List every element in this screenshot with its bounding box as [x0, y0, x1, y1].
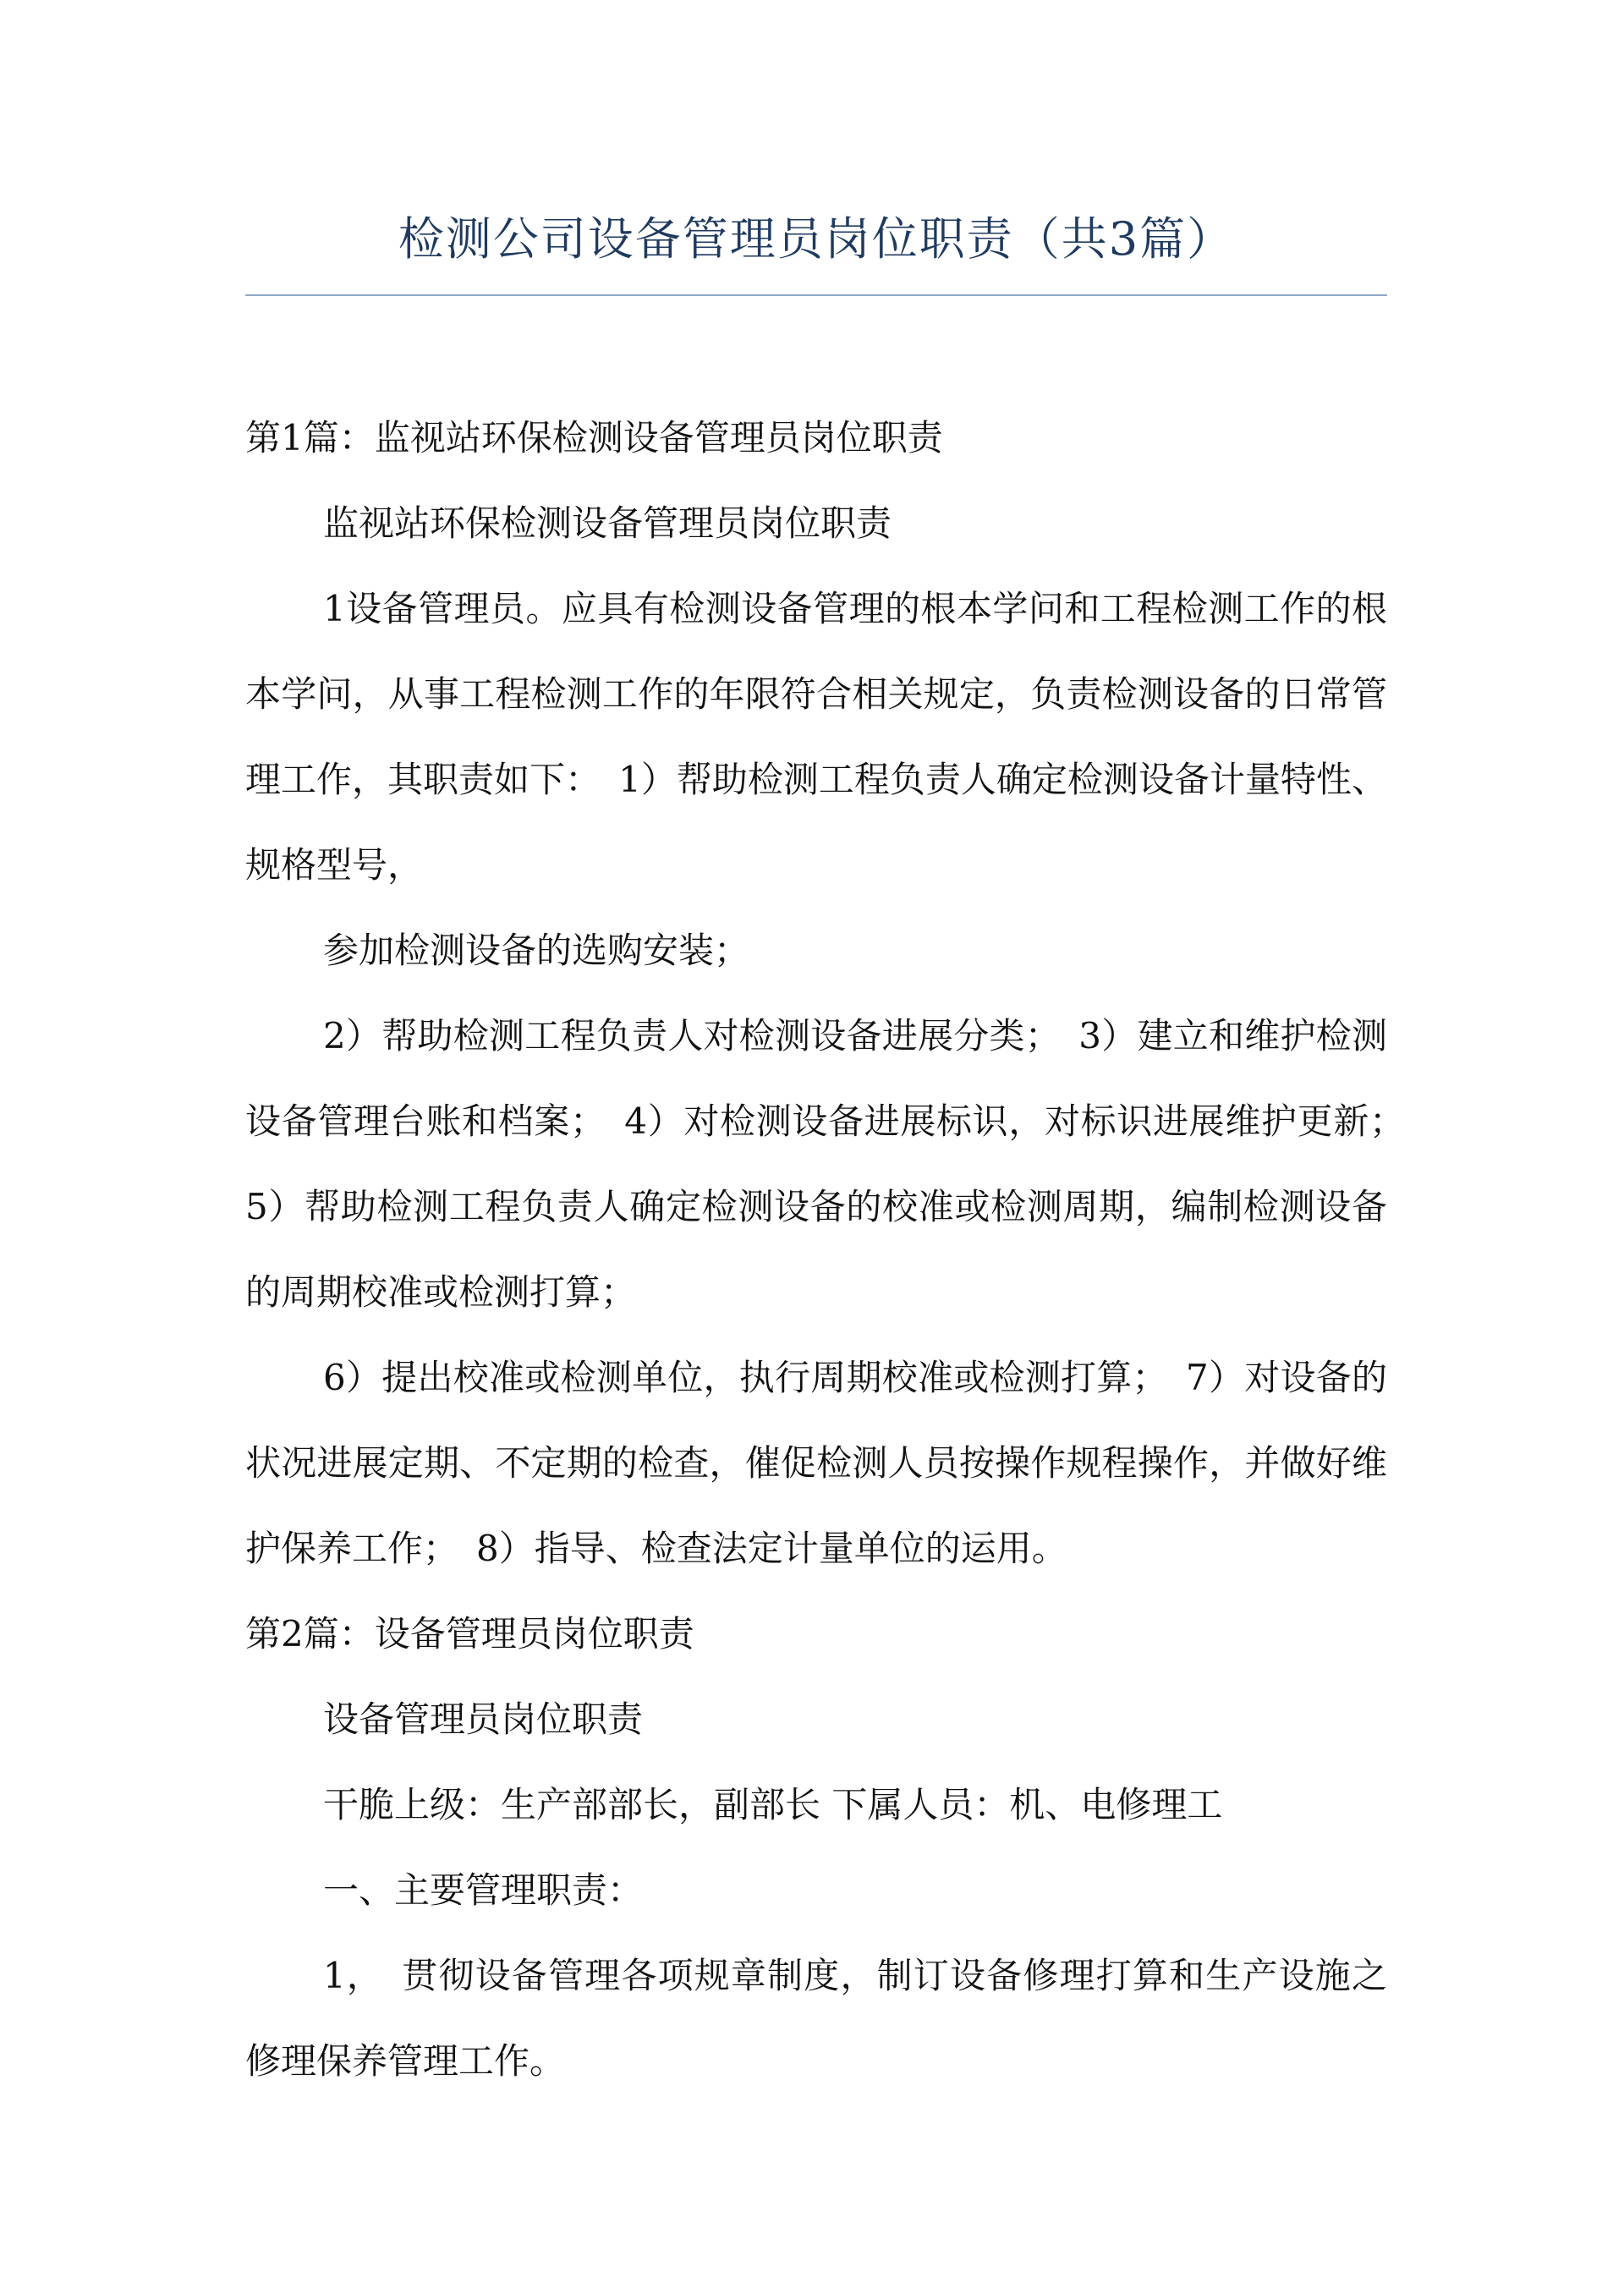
paragraph: 1设备管理员。应具有检测设备管理的根本学问和工程检测工作的根本学问，从事工程检测工作的年限符合相关规定，负责检测设备的日常管理工作，其职责如下： 1）帮助检测工程负责人确定检测设备计量特性、规格型号， — [245, 588, 1387, 886]
paragraph: 监视站环保检测设备管理员岗位职责 — [323, 502, 892, 544]
paragraph: 干脆上级：生产部部长，副部长 下属人员：机、电修理工 — [323, 1784, 1223, 1825]
paragraph: 参加检测设备的选购安装； — [323, 930, 750, 971]
section-heading-2: 第2篇：设备管理员岗位职责 — [245, 1613, 694, 1655]
title-divider — [245, 294, 1387, 296]
document-title: 检测公司设备管理员岗位职责（共3篇） — [398, 212, 1235, 266]
paragraph: 设备管理员岗位职责 — [323, 1699, 644, 1740]
section-heading-1: 第1篇：监视站环保检测设备管理员岗位职责 — [245, 417, 943, 458]
paragraph: 2）帮助检测工程负责人对检测设备进展分类； 3）建立和维护检测设备管理台账和档案； 4）对检测设备进展标识，对标识进展维护更新； 5）帮助检测工程负责人确定检测设备的校准或检测周期，编制检测设备的周期校准或检测打算； — [245, 1015, 1424, 1313]
paragraph: 1， 贯彻设备管理各项规章制度，制订设备修理打算和生产设施之修理保养管理工作。 — [245, 1955, 1387, 2082]
paragraph: 6）提出校准或检测单位，执行周期校准或检测打算； 7）对设备的状况进展定期、不定期的检查，催促检测人员按操作规程操作，并做好维护保养工作； 8）指导、检查法定计量单位的运用。 — [245, 1357, 1387, 1569]
paragraph: 一、主要管理职责： — [323, 1869, 644, 1911]
document-body — [245, 395, 1424, 2104]
